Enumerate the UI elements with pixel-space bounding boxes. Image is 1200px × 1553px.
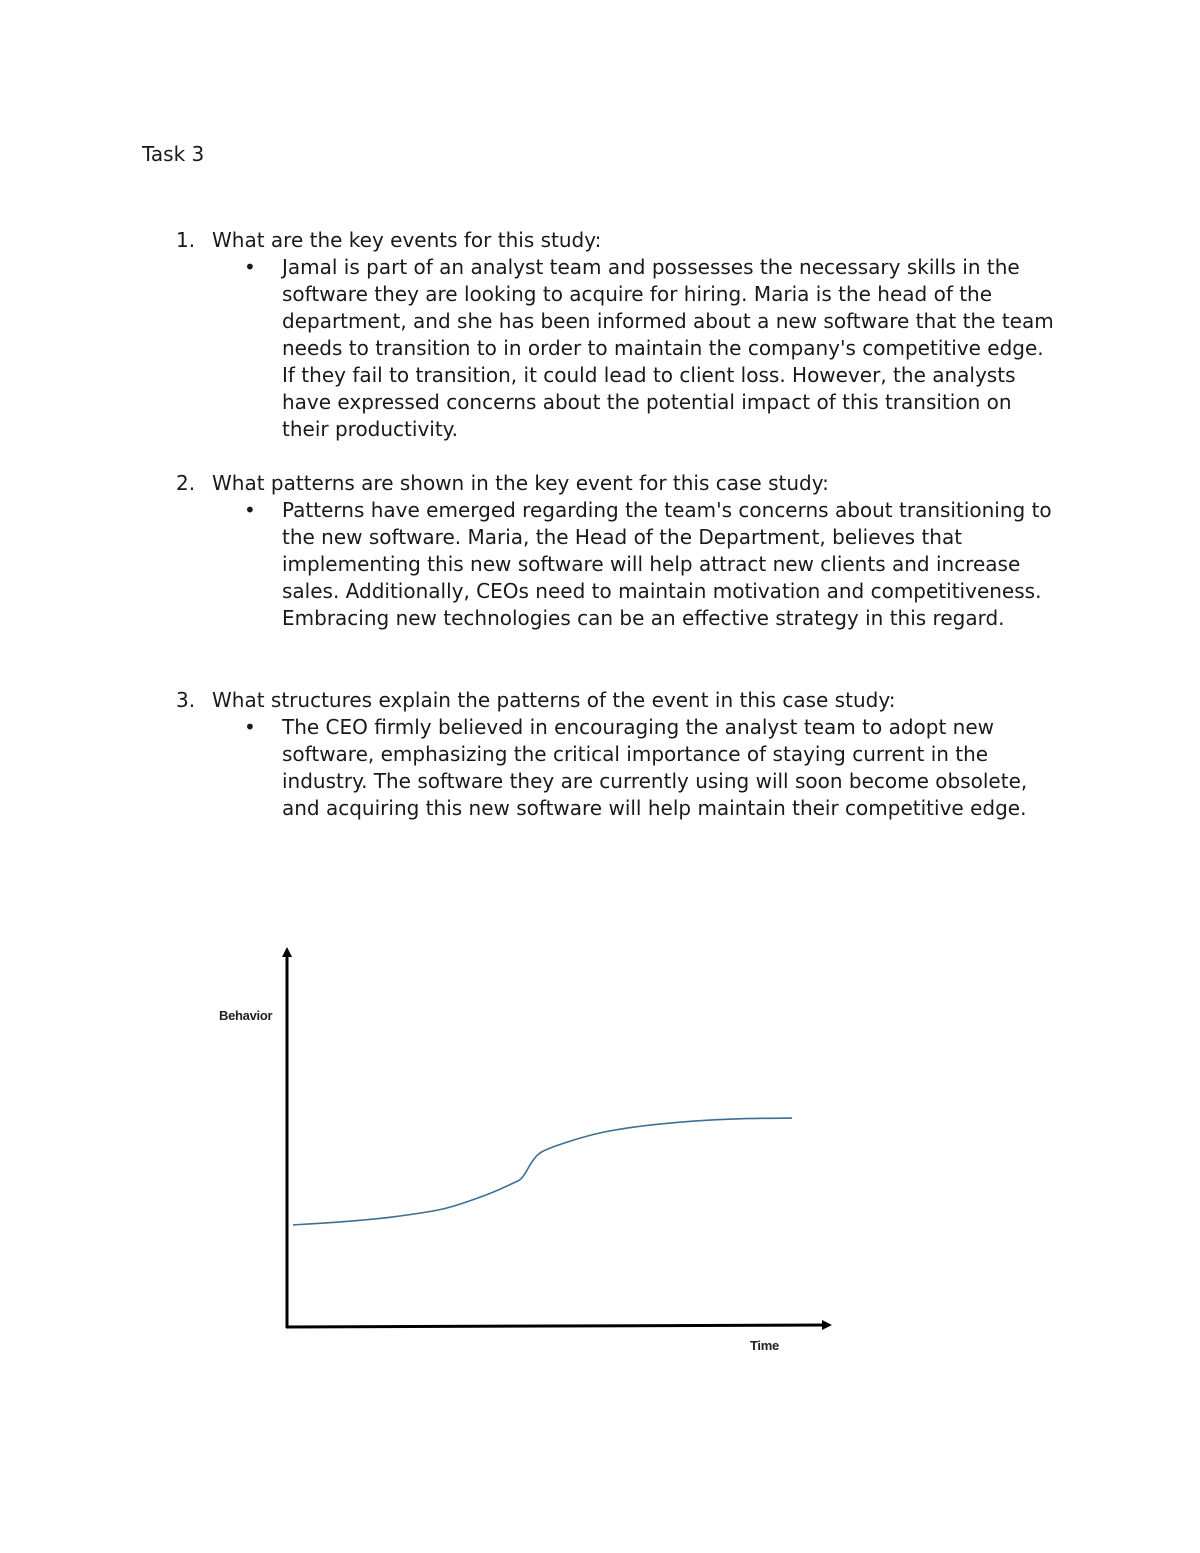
answer-text: The CEO firmly believed in encouraging the analyst team to adopt new software, emphasizing the critical importance of staying current in the industry. The software they are currently using will soon become obsolete, and acquiring this new software will help maintain their competitive edge. [282, 715, 1028, 820]
question-number: 2. [176, 471, 196, 495]
bullet-icon: • [244, 715, 256, 739]
chart-canvas [200, 940, 860, 1370]
page-title: Task 3 [142, 142, 205, 166]
x-axis [286, 1325, 827, 1327]
question-number: 3. [176, 688, 196, 712]
answer-text: Jamal is part of an analyst team and possesses the necessary skills in the software they are looking to acquire for hiring. Maria is the head of the department, and she has been informed about a new software that the team needs to transition to in order to maintain the company's competitive edge. If they fail to transition, it could lead to client loss. However, the analysts have expressed concerns about the potential impact of this transition on their productivity. [282, 255, 1054, 441]
question-item-1 [176, 227, 1076, 443]
y-axis-label: Behavior [219, 1008, 273, 1023]
answer-text: Patterns have emerged regarding the team's concerns about transitioning to the new software. Maria, the Head of the Department, believes that implementing this new software will help attract new clients and increase sales. Additionally, CEOs need to maintain motivation and competitiveness. Embracing new technologies can be an effective strategy in this regard. [282, 498, 1052, 630]
question-text: What are the key events for this study: [212, 228, 602, 252]
x-axis-label: Time [750, 1338, 779, 1353]
bullet-icon: • [244, 255, 256, 279]
question-text: What structures explain the patterns of the event in this case study: [212, 688, 896, 712]
question-item-2 [176, 470, 1076, 632]
answer-bullet [244, 254, 1062, 443]
bullet-icon: • [244, 498, 256, 522]
answer-bullet [244, 714, 1062, 822]
question-item-3 [176, 687, 1076, 822]
question-text: What patterns are shown in the key event for this case study: [212, 471, 829, 495]
answer-bullet [244, 497, 1062, 632]
behavior-over-time-chart [200, 940, 860, 1370]
question-number: 1. [176, 228, 196, 252]
series-line-1 [293, 1118, 792, 1225]
